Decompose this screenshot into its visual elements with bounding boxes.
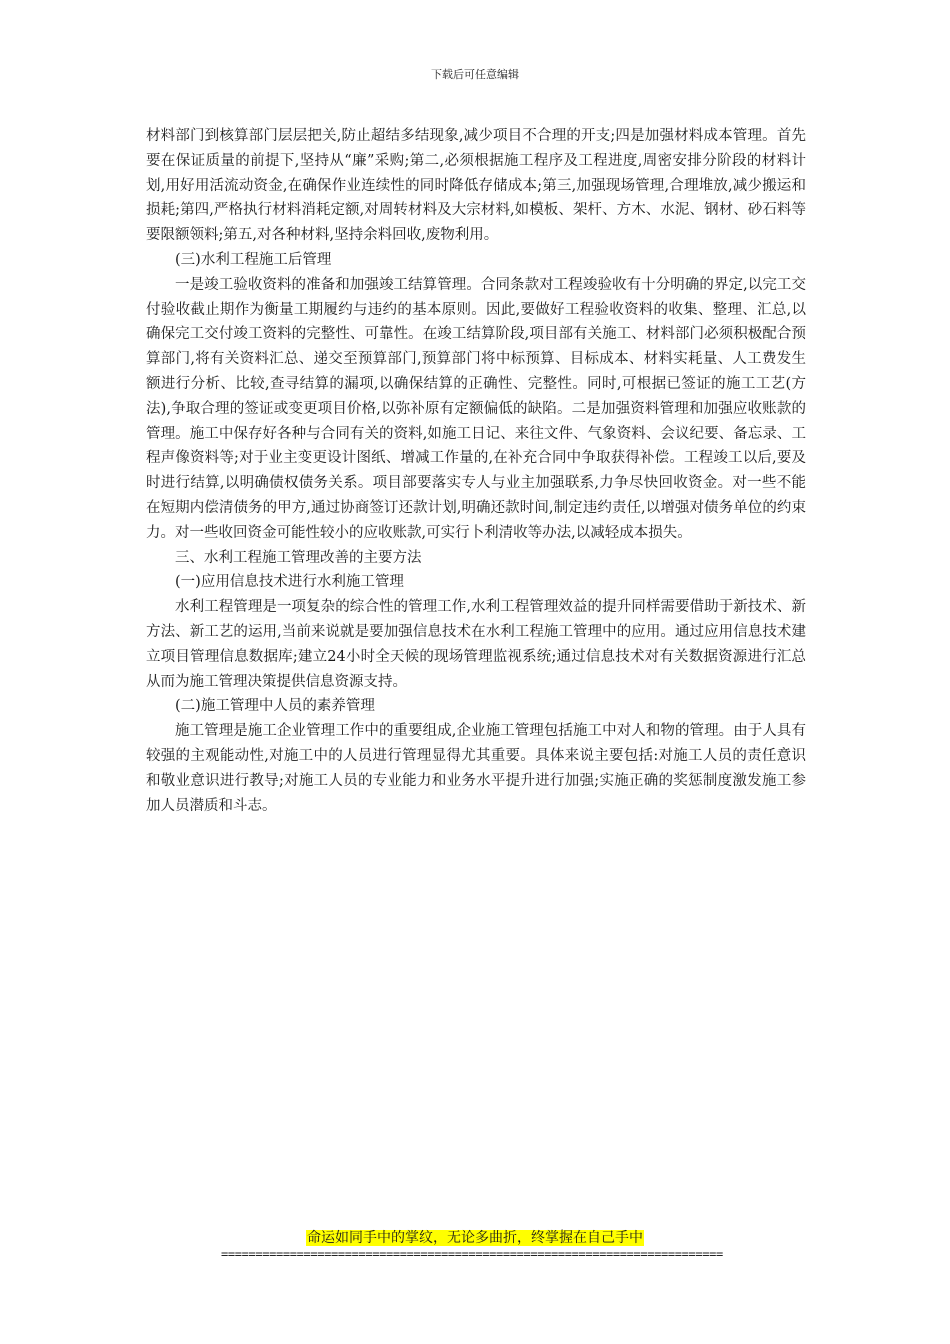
subsection-heading-information-technology: (一)应用信息技术进行水利施工管理 bbox=[175, 574, 404, 591]
footer-motto-text: 命运如同手中的掌纹，无论多曲折，终掌握在自己手中 bbox=[307, 1230, 643, 1246]
paragraph-material-cost: 材料部门到核算部门层层把关,防止超结多结现象,减少项目不合理的开支;四是加强材料成本管理。首先要在保证质量的前提下,坚持从“廉”采购;第二,必须根据施工程序及工程进度,周密安排分阶段的材料计划,用好用活流动资金,在确保作业连续性的同时降低存储成本;第三,加强现场管理,合理堆放,减少搬运和损耗;第四,严格执行材料消耗定额,对周转材料及大宗材料,如模板、架杆、方木、水泥、钢材、砂石料等要限额领料;第五,对各种材料,坚持余料回收,废物利用。 bbox=[146, 128, 806, 244]
paragraph-information-technology: 水利工程管理是一项复杂的综合性的管理工作,水利工程管理效益的提升同样需要借助于新技术、新方法、新工艺的运用,当前来说就是要加强信息技术在水利工程施工管理中的应用。通过应用信息技术建立项目管理信息数据库;建立24小时全天候的现场管理监视系统;通过信息技术对有关数据资源进行汇总从而为施工管理决策提供信息资源支持。 bbox=[146, 599, 806, 690]
paragraph-completion-settlement: 一是竣工验收资料的准备和加强竣工结算管理。合同条款对工程竣验收有十分明确的界定,以完工交付验收截止期作为衡量工期履约与违约的基本原则。因此,要做好工程验收资料的收集、整理、汇总,以确保完工交付竣工资料的完整性、可靠性。在竣工结算阶段,项目部有关施工、材料部门必须积极配合预算部门,将有关资料汇总、递交至预算部门,预算部门将中标预算、目标成本、材料实耗量、人工费发生额进行分析、比较,查寻结算的漏项,以确保结算的正确性、完整性。同时,可根据已签证的施工工艺(方法),争取合理的签证或变更项目价格,以弥补原有定额偏低的缺陷。二是加强资料管理和加强应收账款的管理。施工中保存好各种与合同有关的资料,如施工日记、来往文件、气象资料、会议纪要、备忘录、工程声像资料等;对于业主变更设计图纸、增减工作量的,在补充合同中争取获得补偿。工程竣工以后,要及时进行结算,以明确债权债务关系。项目部要落实专人与业主加强联系,力争尽快回收资金。对一些不能在短期内偿清债务的甲方,通过协商签订还款计划,明确还款时间,制定违约责任,以增强对债务单位的约束力。对一些收回资金可能性较小的应收账款,可实行卜利清收等办法,以减轻成本损失。 bbox=[146, 276, 806, 541]
footer-divider: ========================================================================= bbox=[221, 1247, 723, 1261]
subsection-heading-personnel: (二)施工管理中人员的素养管理 bbox=[175, 698, 375, 715]
page-header: 下载后可任意编辑 bbox=[431, 68, 519, 81]
section-heading-post-construction: (三)水利工程施工后管理 bbox=[175, 251, 332, 268]
section-heading-improvement-methods: 三、水利工程施工管理改善的主要方法 bbox=[175, 549, 422, 566]
document-body bbox=[146, 124, 806, 818]
paragraph-personnel: 施工管理是施工企业管理工作中的重要组成,企业施工管理包括施工中对人和物的管理。由于人具有较强的主观能动性,对施工中的人员进行管理显得尤其重要。具体来说主要包括:对施工人员的责任意识和敬业意识进行教导;对施工人员的专业能力和业务水平提升进行加强;实施正确的奖惩制度激发施工参加人员潜质和斗志。 bbox=[146, 723, 806, 814]
footer-motto bbox=[0, 1228, 950, 1248]
